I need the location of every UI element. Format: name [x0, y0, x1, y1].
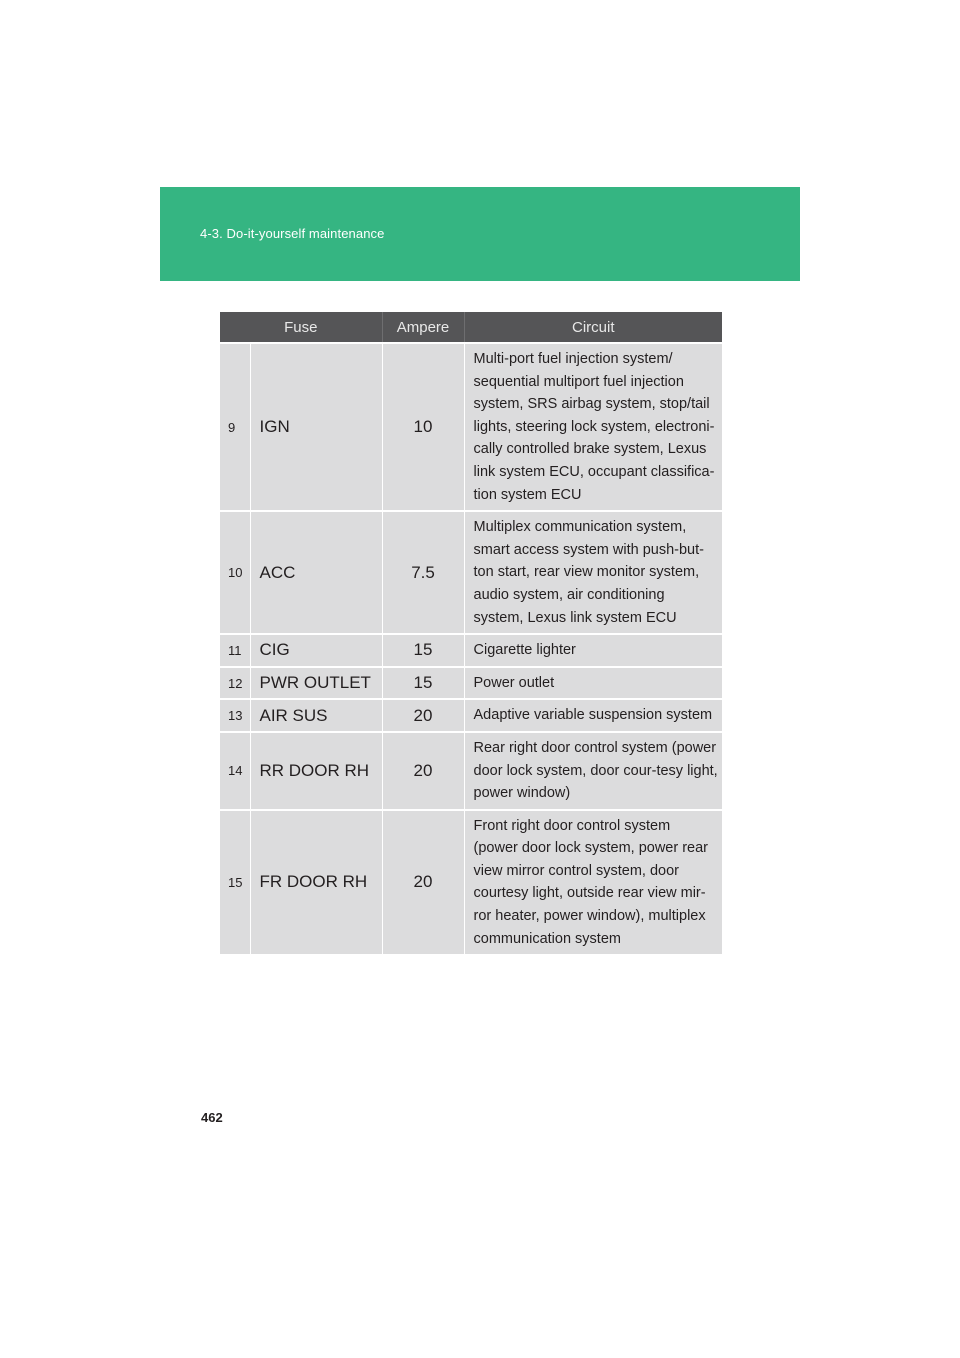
- fuse-circuit: Power outlet: [464, 667, 722, 700]
- table-row: [220, 343, 722, 511]
- fuse-ampere: 15: [382, 667, 464, 700]
- table-row: [220, 699, 722, 732]
- fuse-name: ACC: [250, 511, 382, 634]
- section-title: 4-3. Do-it-yourself maintenance: [200, 226, 385, 241]
- fuse-number: 9: [220, 343, 250, 511]
- table-row: [220, 511, 722, 634]
- fuse-name: PWR OUTLET: [250, 667, 382, 700]
- fuse-number: 10: [220, 511, 250, 634]
- fuse-number: 15: [220, 810, 250, 955]
- fuse-circuit: Multi-port fuel injection system/ sequential multiport fuel injection system, SRS airbag system, stop/tail lights, steering lock system, electroni-cally controlled brake system, Lexus link system ECU, occupant classifica-tion system ECU: [464, 343, 722, 511]
- fuse-ampere: 20: [382, 732, 464, 810]
- fuse-circuit: Cigarette lighter: [464, 634, 722, 667]
- fuse-ampere: 20: [382, 810, 464, 955]
- fuse-number: 11: [220, 634, 250, 667]
- fuse-number: 14: [220, 732, 250, 810]
- fuse-ampere: 15: [382, 634, 464, 667]
- table-row: [220, 667, 722, 700]
- fuse-name: AIR SUS: [250, 699, 382, 732]
- fuse-number: 13: [220, 699, 250, 732]
- table-row: [220, 732, 722, 810]
- fuse-table: [220, 312, 722, 954]
- column-header-circuit: Circuit: [464, 312, 722, 343]
- fuse-name: RR DOOR RH: [250, 732, 382, 810]
- table-row: [220, 634, 722, 667]
- fuse-circuit: Rear right door control system (power door lock system, door cour-tesy light, power window): [464, 732, 722, 810]
- fuse-name: CIG: [250, 634, 382, 667]
- fuse-number: 12: [220, 667, 250, 700]
- column-header-fuse: Fuse: [220, 312, 382, 343]
- fuse-ampere: 20: [382, 699, 464, 732]
- page-number: 462: [201, 1110, 223, 1125]
- fuse-name: IGN: [250, 343, 382, 511]
- table-row: [220, 810, 722, 955]
- fuse-circuit: Front right door control system (power door lock system, power rear view mirror control system, door courtesy light, outside rear view mir-ror heater, power window), multiplex communication system: [464, 810, 722, 955]
- fuse-name: FR DOOR RH: [250, 810, 382, 955]
- fuse-circuit: Adaptive variable suspension system: [464, 699, 722, 732]
- fuse-circuit: Multiplex communication system, smart access system with push-but-ton start, rear view monitor system, audio system, air conditioning system, Lexus link system ECU: [464, 511, 722, 634]
- column-header-ampere: Ampere: [382, 312, 464, 343]
- table-header-row: [220, 312, 722, 343]
- fuse-ampere: 7.5: [382, 511, 464, 634]
- fuse-ampere: 10: [382, 343, 464, 511]
- section-header-band: [160, 187, 800, 281]
